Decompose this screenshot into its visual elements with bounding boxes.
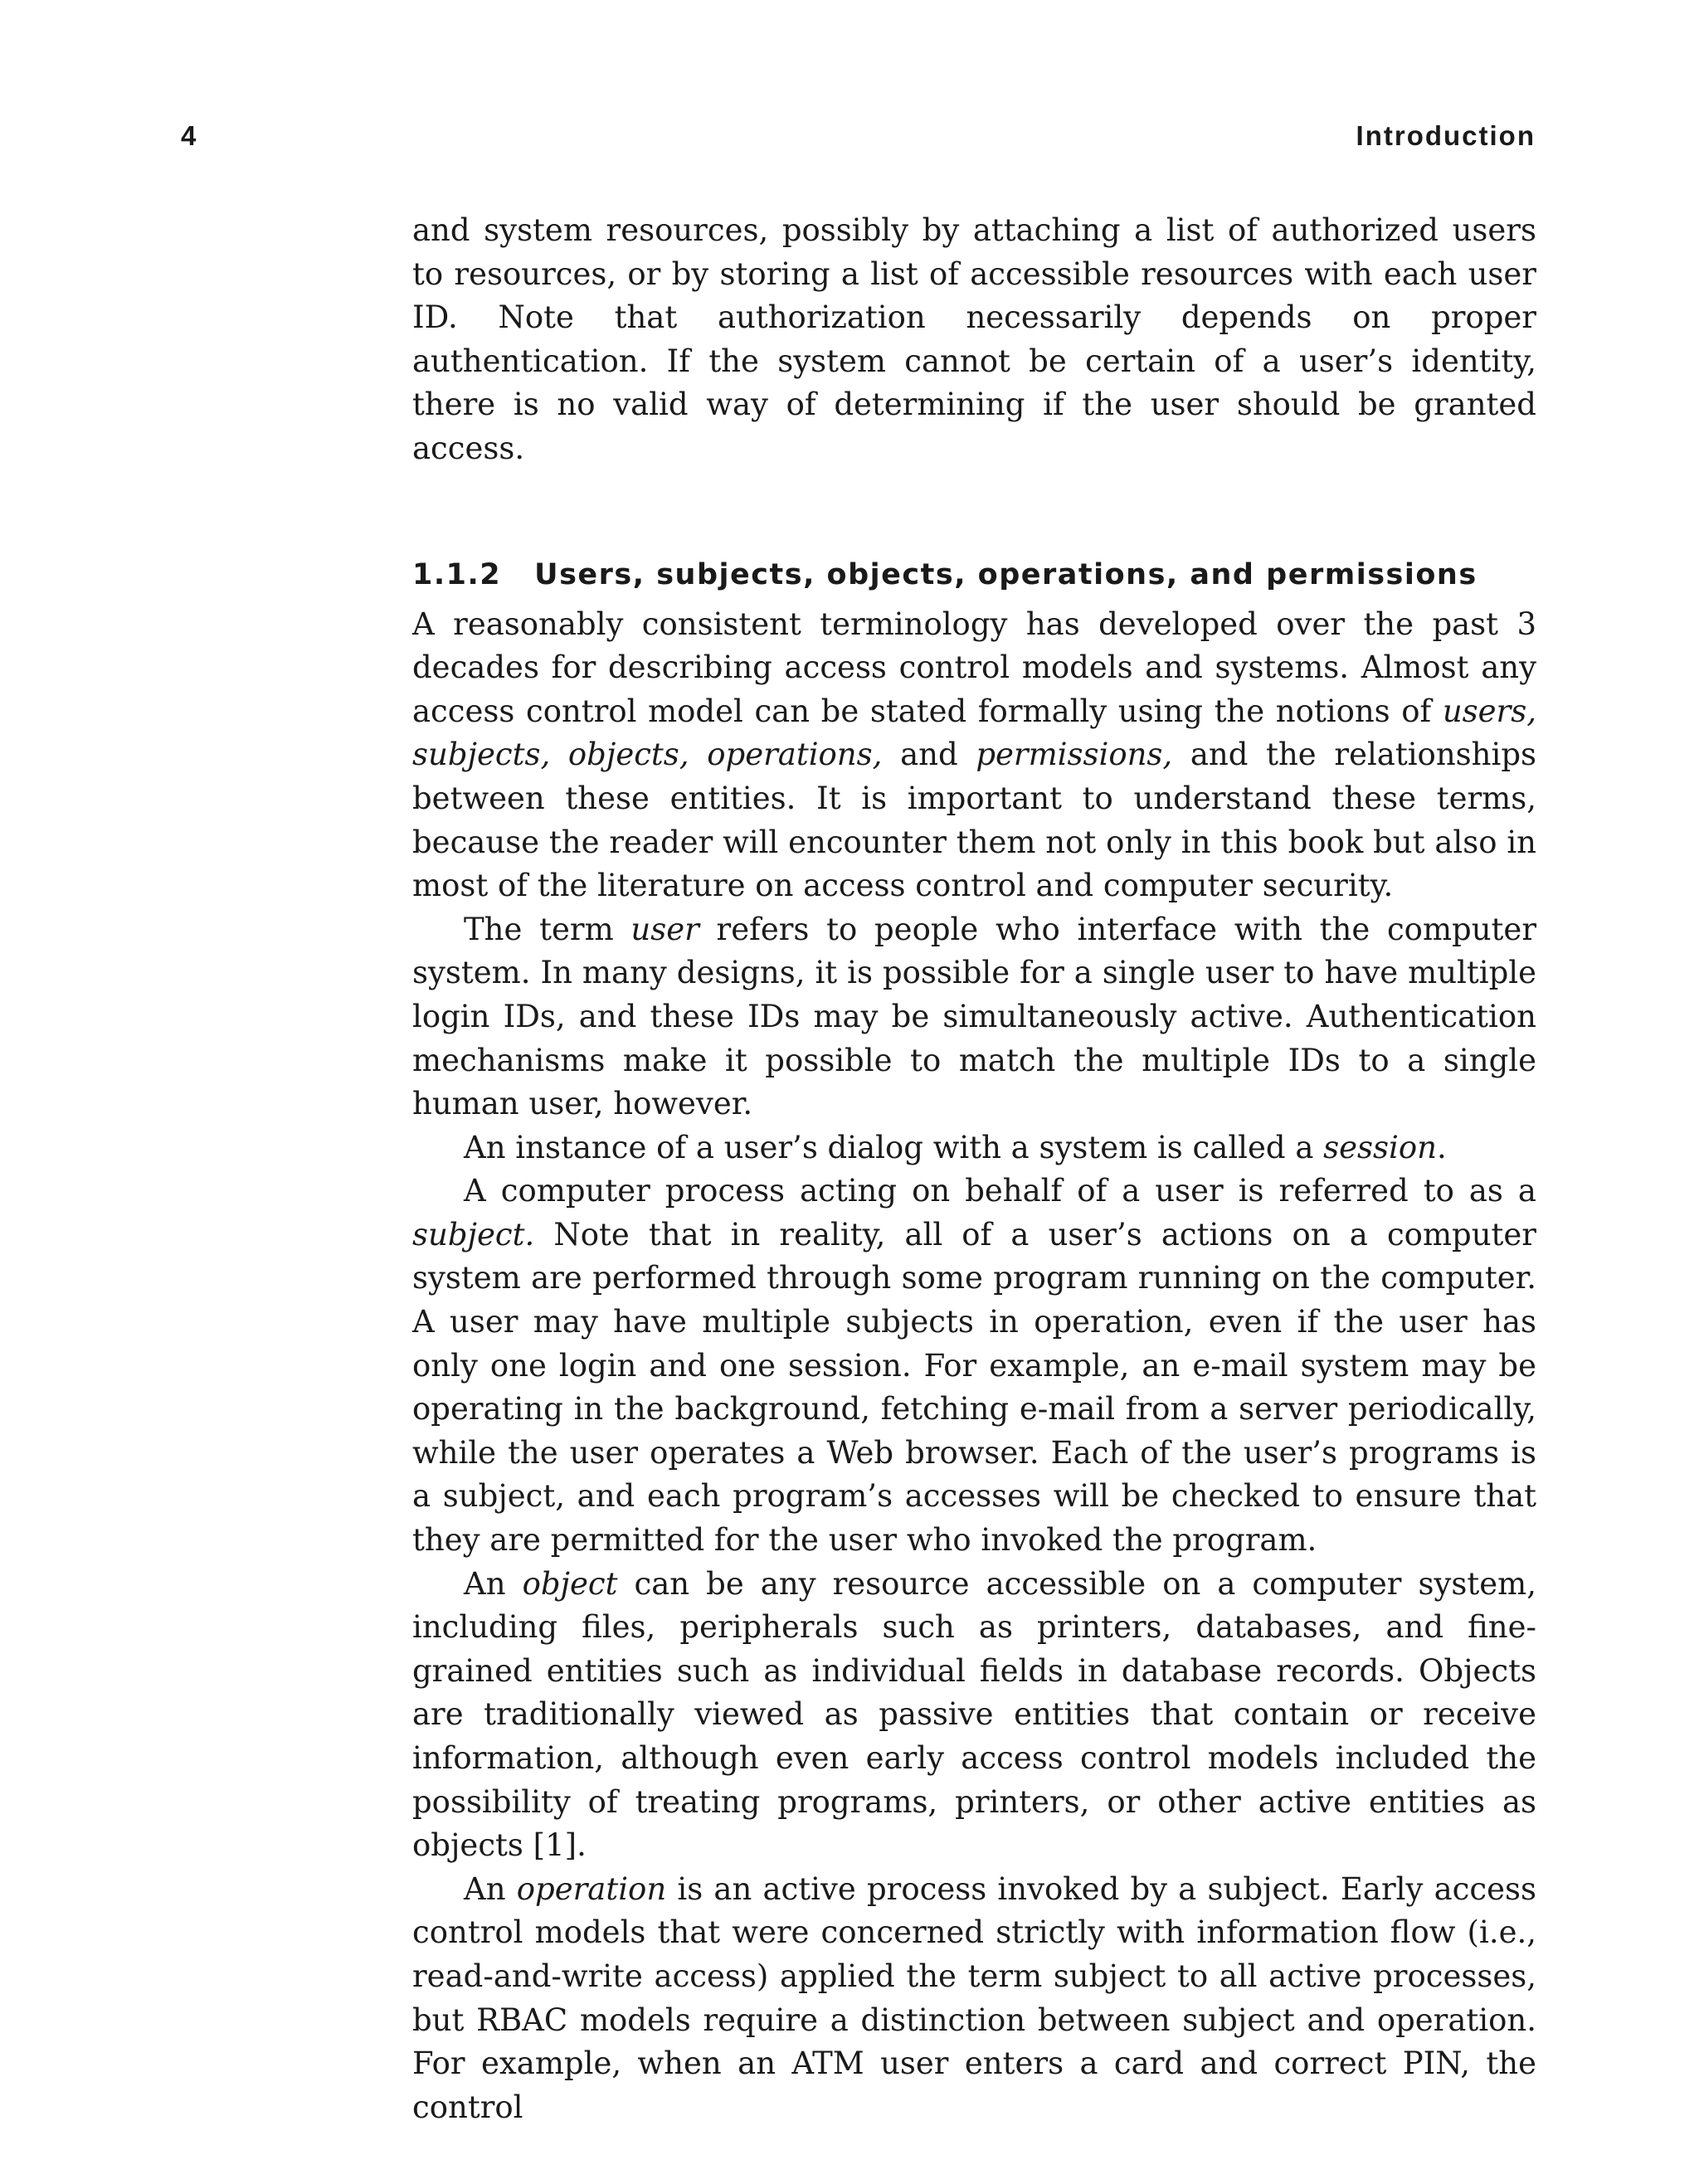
paragraph-subject (412, 1170, 1536, 1562)
text-run: An (464, 1870, 517, 1907)
italic-term: user (630, 911, 699, 947)
italic-term: operation (516, 1870, 667, 1907)
paragraph-operation (412, 1868, 1536, 2130)
paragraph-object (412, 1563, 1536, 1868)
italic-term: permissions, (976, 737, 1173, 773)
text-run: can be any resource accessible on a computer system, including files, peripherals such as printers, databases, and fine-grained entities such as individual fields in database records. Objects are traditionally viewed as passive entities that contain or receive information, although even early access control models included the possibility of treating programs, printers, or other active entities as objects [1]. (412, 1565, 1536, 1864)
text-run: is an active process invoked by a subject. Early access control models that were concerned strictly with information flow (i.e., read-and-write access) applied the term subject to all active processes, but RBAC models require a distinction between subject and operation. For example, when an ATM user enters a card and correct PIN, the control (412, 1870, 1536, 2125)
paragraph-terminology (412, 603, 1536, 908)
running-head: Introduction (1356, 120, 1536, 151)
page-number: 4 (181, 120, 197, 151)
text-run: . (1436, 1129, 1447, 1165)
text-run: A reasonably consistent terminology has developed over the past 3 decades for describing access control models and systems. Almost any access control model can be stated formally using the notions of (412, 606, 1536, 729)
text-run: refers to people who interface with the computer system. In many designs, it is possible for a single user to have multiple login IDs, and these IDs may be simultaneously active. Authentication mechanisms make it possible to match the multiple IDs to a single human user, however. (412, 911, 1537, 1122)
section-title: Users, subjects, objects, operations, and permissions (534, 557, 1477, 591)
italic-term: session (1323, 1129, 1437, 1165)
text-run: An (464, 1565, 523, 1602)
section-number: 1.1.2 (412, 557, 502, 591)
text-run: A computer process acting on behalf of a user is referred to as a (464, 1173, 1536, 1209)
paragraph-user (412, 908, 1536, 1126)
text-run: and the relationships between these entities. It is important to understand these terms, because the reader will encounter them not only in this book but also in most of the literature on access control and computer security. (412, 737, 1536, 904)
text-run: Note that in reality, all of a user’s actions on a computer system are performed through some program running on the computer. A user may have multiple subjects in operation, even if the user has only one login and one session. For example, an e-mail system may be operating in the background, fetching e-mail from a server periodically, while the user operates a Web browser. Each of the user’s programs is a subject, and each program’s accesses will be checked to ensure that they are permitted for the user who invoked the program. (412, 1216, 1536, 1559)
section-heading (412, 553, 1536, 596)
paragraph-session (412, 1126, 1536, 1170)
italic-term: subject. (412, 1216, 535, 1253)
italic-term: users, subjects, objects, operations, (412, 693, 1536, 773)
body-text (412, 209, 1536, 2129)
text-run: The term (464, 911, 631, 947)
paragraph-continuation: and system resources, possibly by attaching a list of authorized users to resources, or by storing a list of accessible resources with each user ID. Note that authorization necessarily depends on proper authentication. If the system cannot be certain of a user’s identity, there is no valid way of determining if the user should be granted access. (412, 212, 1536, 466)
italic-term: object (522, 1565, 618, 1602)
text-run: An instance of a user’s dialog with a system is called a (464, 1129, 1324, 1165)
text-run: and (882, 737, 976, 773)
